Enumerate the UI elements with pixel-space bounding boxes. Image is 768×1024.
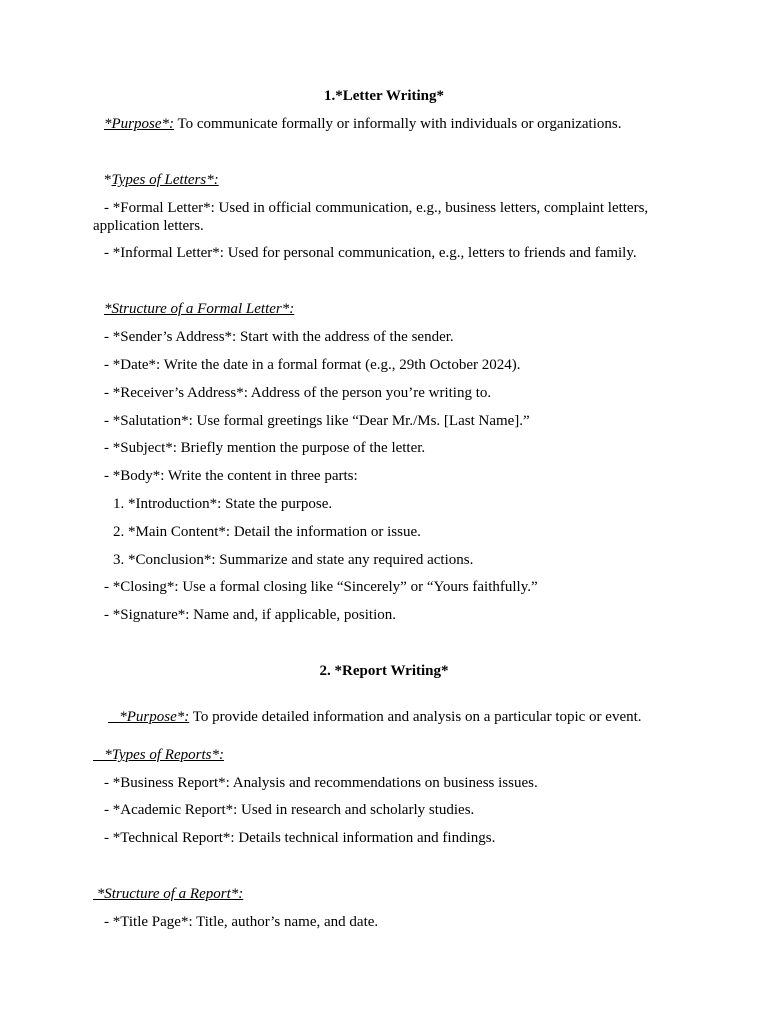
types-of-reports-label: *Types of Reports*: (93, 747, 224, 763)
report-structure-label: *Structure of a Report*: (93, 886, 244, 902)
report-type-item: - *Business Report*: Analysis and recommendations on business issues. (104, 775, 538, 791)
report-type-item: - *Technical Report*: Details technical information and findings. (104, 830, 496, 846)
structure-item: - *Subject*: Briefly mention the purpose of the letter. (104, 440, 426, 456)
purpose-text: To provide detailed information and analysis on a particular topic or event. (189, 709, 642, 725)
structure-item: - *Salutation*: Use formal greetings like “Dear Mr./Ms. [Last Name].” (104, 413, 530, 429)
structure-item: - *Body*: Write the content in three parts: (104, 468, 358, 484)
formal-letter-structure-label: *Structure of a Formal Letter*: (104, 301, 295, 317)
section-2-heading: 2. *Report Writing* (319, 663, 449, 679)
structure-item: - *Receiver’s Address*: Address of the person you’re writing to. (104, 385, 492, 401)
section-2-purpose (93, 690, 642, 744)
body-subitem: 1. *Introduction*: State the purpose. (113, 496, 333, 512)
formal-letter-item: - *Formal Letter*: Used in official communication, e.g., business letters, complaint letters, application letters. (93, 200, 649, 234)
purpose-label: *Purpose*: (104, 116, 174, 132)
section-1-heading: 1.*Letter Writing* (324, 88, 444, 104)
body-subitem: 3. *Conclusion*: Summarize and state any required actions. (113, 552, 474, 568)
types-of-letters-label: *Types of Letters*: (104, 172, 219, 188)
report-type-item: - *Academic Report*: Used in research and scholarly studies. (104, 802, 475, 818)
informal-letter-item: - *Informal Letter*: Used for personal communication, e.g., letters to friends and family. (104, 245, 637, 261)
purpose-text: To communicate formally or informally with individuals or organizations. (174, 116, 622, 132)
section-1-purpose (104, 115, 621, 133)
report-structure-item: - *Title Page*: Title, author’s name, and date. (104, 914, 379, 930)
purpose-label: *Purpose*: (108, 709, 190, 725)
body-subitem: 2. *Main Content*: Detail the information or issue. (113, 524, 421, 540)
structure-item: - *Date*: Write the date in a formal format (e.g., 29th October 2024). (104, 357, 521, 373)
structure-item: - *Sender’s Address*: Start with the address of the sender. (104, 329, 454, 345)
structure-item: - *Signature*: Name and, if applicable, position. (104, 607, 397, 623)
structure-item: - *Closing*: Use a formal closing like “Sincerely” or “Yours faithfully.” (104, 579, 538, 595)
